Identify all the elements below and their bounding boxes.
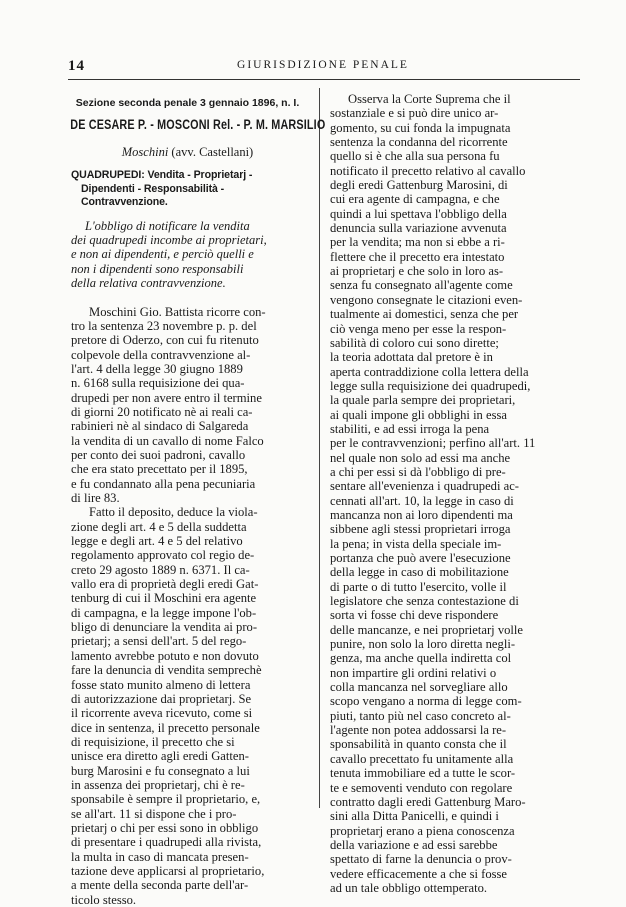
text-line: di requisizione, il precetto che si — [71, 734, 235, 749]
text-line: l'art. 4 della legge 30 giugno 1889 — [71, 361, 243, 376]
text-line: sostanziale e si può dire unico ar- — [330, 106, 499, 121]
text-line: di giorni 20 notificato nè ai reali ca- — [71, 404, 253, 419]
text-line: legislatore che senza contestazione di — [330, 594, 519, 609]
text-line: sentenza la condanna del ricorrente — [330, 135, 508, 150]
text-line: denuncia sulla variazione avvenuta — [330, 221, 507, 236]
text-line: ticolo stesso. — [71, 892, 137, 907]
column-divider — [319, 88, 320, 808]
text-line: sabilità di coloro cui sono dirette; — [330, 335, 499, 350]
text-line: Moschini Gio. Battista ricorre con- — [89, 304, 266, 319]
text-line: fare la denuncia di vendita semprechè — [71, 663, 262, 678]
page-number: 14 — [68, 58, 85, 74]
text-line: ad un tale obbligo ottemperato. — [330, 880, 488, 895]
text-line: stabiliti, e ad essi irroga la pena — [330, 421, 490, 436]
text-line: quindi a lui spettava l'obbligo della — [330, 206, 507, 221]
text-line: di parte o di tutto l'esercito, volle il — [330, 579, 507, 594]
page-header — [68, 58, 578, 74]
maxim-line: della relativa contravvenzione. — [71, 276, 226, 291]
text-line: cennati all'art. 10, la legge in caso di — [330, 493, 514, 508]
text-line: fosse stato munito almeno di lettera — [71, 677, 251, 692]
text-line: unisce era diretto agli eredi Gatten- — [71, 749, 249, 764]
text-line: ai proprietarj e che solo in loro as- — [330, 264, 504, 279]
text-line: la quale parla sempre dei proprietari, — [330, 393, 516, 408]
text-line: creto 29 agosto 1889 n. 6371. Il ca- — [71, 562, 250, 577]
left-body-text — [71, 305, 304, 907]
text-line: e fu condannato alla pena pecuniaria — [71, 476, 256, 491]
text-line: la multa in caso di mancata presen- — [71, 849, 249, 864]
text-line: se all'art. 11 si dispone che i pro- — [71, 806, 237, 821]
text-line: burg Marosini e fu consegnato a lui — [71, 763, 250, 778]
text-line: dice in sentenza, il precetto personale — [71, 720, 260, 735]
text-line: drupedi per non avere entro il termine — [71, 390, 262, 405]
text-line: cui era agente di campagna, e che — [330, 192, 500, 207]
text-line: prietarj; a sensi dell'art. 5 del rego- — [71, 634, 247, 649]
text-line: di presentare i quadrupedi alla rivista, — [71, 835, 262, 850]
text-line: Fatto il deposito, deduce la viola- — [89, 505, 258, 520]
text-line: portanza che può avere l'esecuzione — [330, 551, 511, 565]
counsel-name: Moschini — [121, 144, 169, 159]
text-line: Osserva la Corte Suprema che il — [348, 92, 511, 106]
text-line: genza, ma anche quella indiretta col — [330, 651, 512, 666]
text-line: di autorizzazione dai proprietarj. Se — [71, 691, 252, 706]
text-line: la pena; in vista della speciale im- — [330, 536, 502, 551]
text-line: nel quale non solo ad essi ma anche — [330, 450, 511, 465]
text-line: n. 6168 sulla requisizione dei qua- — [71, 376, 245, 391]
text-line: la vendita di un cavallo di nome Falco — [71, 433, 264, 448]
text-line: tro la sentenza 23 novembre p. p. del — [71, 318, 257, 333]
text-line: sentare all'evenienza i quadrupedi ac- — [330, 479, 519, 494]
text-line: flettere che il precetto era intestato — [330, 249, 505, 264]
left-column — [70, 92, 326, 907]
text-line: a chi per essi si dà l'obbligo di pre- — [330, 464, 506, 479]
text-line: scopo vengano a norma di legge com- — [330, 694, 522, 709]
text-line: regolamento approvato col regio de- — [71, 548, 255, 563]
text-line: di campagna, e la legge impone l'ob- — [71, 605, 257, 620]
text-line: quello si è che alla sua persona fu — [330, 149, 500, 164]
text-line: sponsabile è sempre il proprietario, e, — [71, 792, 261, 807]
text-line: piuti, tanto più nel caso concreto al- — [330, 708, 511, 723]
text-line: la teoria adottata dal pretore è in — [330, 350, 493, 365]
text-line: che era stato precettato per il 1895, — [71, 462, 248, 477]
text-line: non impartire gli ordini relativi o — [330, 665, 497, 680]
text-line: tenburg di cui il Moschini era agente — [71, 591, 257, 606]
text-line: aperta contraddizione colla lettera della — [330, 364, 529, 379]
text-line: vengono consegnate le citazioni even- — [330, 292, 523, 307]
text-line: per la vendita; ma non si ebbe a ri- — [330, 235, 505, 250]
text-line: colla mancanza nel sorvegliare allo — [330, 680, 508, 695]
text-line: sorta vi fosse chi deve rispondere — [330, 608, 499, 623]
text-line: l'agente non potea addossarsi la re- — [330, 723, 507, 738]
text-line: legge e degli art. 4 e 5 del relativo — [71, 534, 243, 549]
right-column — [330, 92, 578, 895]
right-body-text — [330, 92, 578, 895]
text-line: senza fu consegnato all'agente come — [330, 278, 513, 293]
text-line: pretore di Oderzo, con cui fu ritenuto — [71, 333, 259, 348]
header-rule — [68, 79, 580, 80]
text-line: il ricorrente aveva ricevuto, come si — [71, 706, 253, 721]
text-line: zione degli art. 4 e 5 della suddetta — [71, 519, 247, 534]
text-line: punire, non solo la loro diretta negli- — [330, 637, 516, 652]
text-line: vallo era di proprietà degli eredi Gat- — [71, 577, 259, 592]
text-line: bligo di denunciare la vendita ai pro- — [71, 620, 258, 635]
text-line: gomento, su cui fonda la impugnata — [330, 120, 511, 135]
maxim — [71, 219, 304, 291]
text-line: tazione deve applicarsi al proprietario, — [71, 863, 265, 878]
text-line: tenuta immobiliare ed a tutte le scor- — [330, 766, 516, 781]
text-line: legge sulla requisizione dei quadrupedi, — [330, 378, 531, 393]
text-line: ciò venga meno per esse la respon- — [330, 321, 507, 336]
text-line: a mente della seconda parte dell'ar- — [71, 878, 249, 893]
text-line: tualmente ai domestici, senza che per — [330, 307, 519, 322]
maxim-line: e non ai dipendenti, e perciò quelli e — [71, 247, 254, 262]
text-line: proprietarj erano a piena conoscenza — [330, 823, 515, 838]
maxim-line: L'obbligo di notificare la vendita — [85, 218, 250, 233]
text-line: sponsabilità in quanto consta che il — [330, 737, 507, 752]
text-line: della variazione e ad essi sarebbe — [330, 837, 498, 852]
text-line: cavallo precettato fu unitamente alla — [330, 751, 514, 766]
text-line: vedere efficacemente a che si fosse — [330, 866, 508, 881]
text-line: lamento avrebbe potuto e non dovuto — [71, 648, 259, 663]
text-line: ai quali impone gli obblighi in essa — [330, 407, 507, 422]
maxim-line: dei quadrupedi incombe ai proprietari, — [71, 232, 267, 247]
text-line: spettato di farne la denuncia o prov- — [330, 852, 512, 867]
text-line: della legge in caso di mobilitazione — [330, 565, 509, 580]
text-line: colpevole della contravvenzione al- — [71, 347, 251, 362]
text-line: contratto dagli eredi Gattenburg Maro- — [330, 794, 526, 809]
text-line: prietarj o chi per essi sono in obbligo — [71, 820, 259, 835]
text-line: per le contravvenzioni; perfino all'art. 11 — [330, 436, 536, 451]
text-line: sini alla Ditta Panicelli, e quindi i — [330, 809, 499, 824]
text-line: per conto dei suoi padroni, cavallo — [71, 448, 246, 462]
running-head: GIURISDIZIONE PENALE — [237, 59, 409, 71]
keywords: QUADRUPEDI: Vendita - Proprietarj - Dipendenti - Responsabilità - Contravvenzione. — [71, 169, 253, 209]
counsel-note: (avv. Castellani) — [171, 144, 254, 159]
text-line: in assenza dei proprietarj, chi è re- — [71, 777, 245, 792]
parties-line: DE CESARE P. - MOSCONI Rel. - P. M. MARSILIO — [70, 117, 326, 133]
section-line: Sezione seconda penale 3 gennaio 1896, n. I. — [75, 97, 300, 109]
text-line: rabinieri nè al sindaco di Salgareda — [71, 419, 249, 434]
text-line: di lire 83. — [71, 491, 120, 506]
text-line: mancanza non ai loro dipendenti ma — [330, 507, 513, 522]
maxim-line: non i dipendenti sono responsabili — [71, 261, 244, 276]
counsel-line — [71, 145, 304, 159]
text-line: te e semoventi venduto con regolare — [330, 780, 513, 795]
text-line: delle mancanze, e nei proprietarj volle — [330, 622, 524, 637]
text-line: degli eredi Gattenburg Marosini, di — [330, 178, 508, 193]
text-line: sibbene agli stessi proprietari irroga — [330, 522, 511, 537]
text-line: notificato il precetto relativo al cavallo — [330, 163, 526, 178]
